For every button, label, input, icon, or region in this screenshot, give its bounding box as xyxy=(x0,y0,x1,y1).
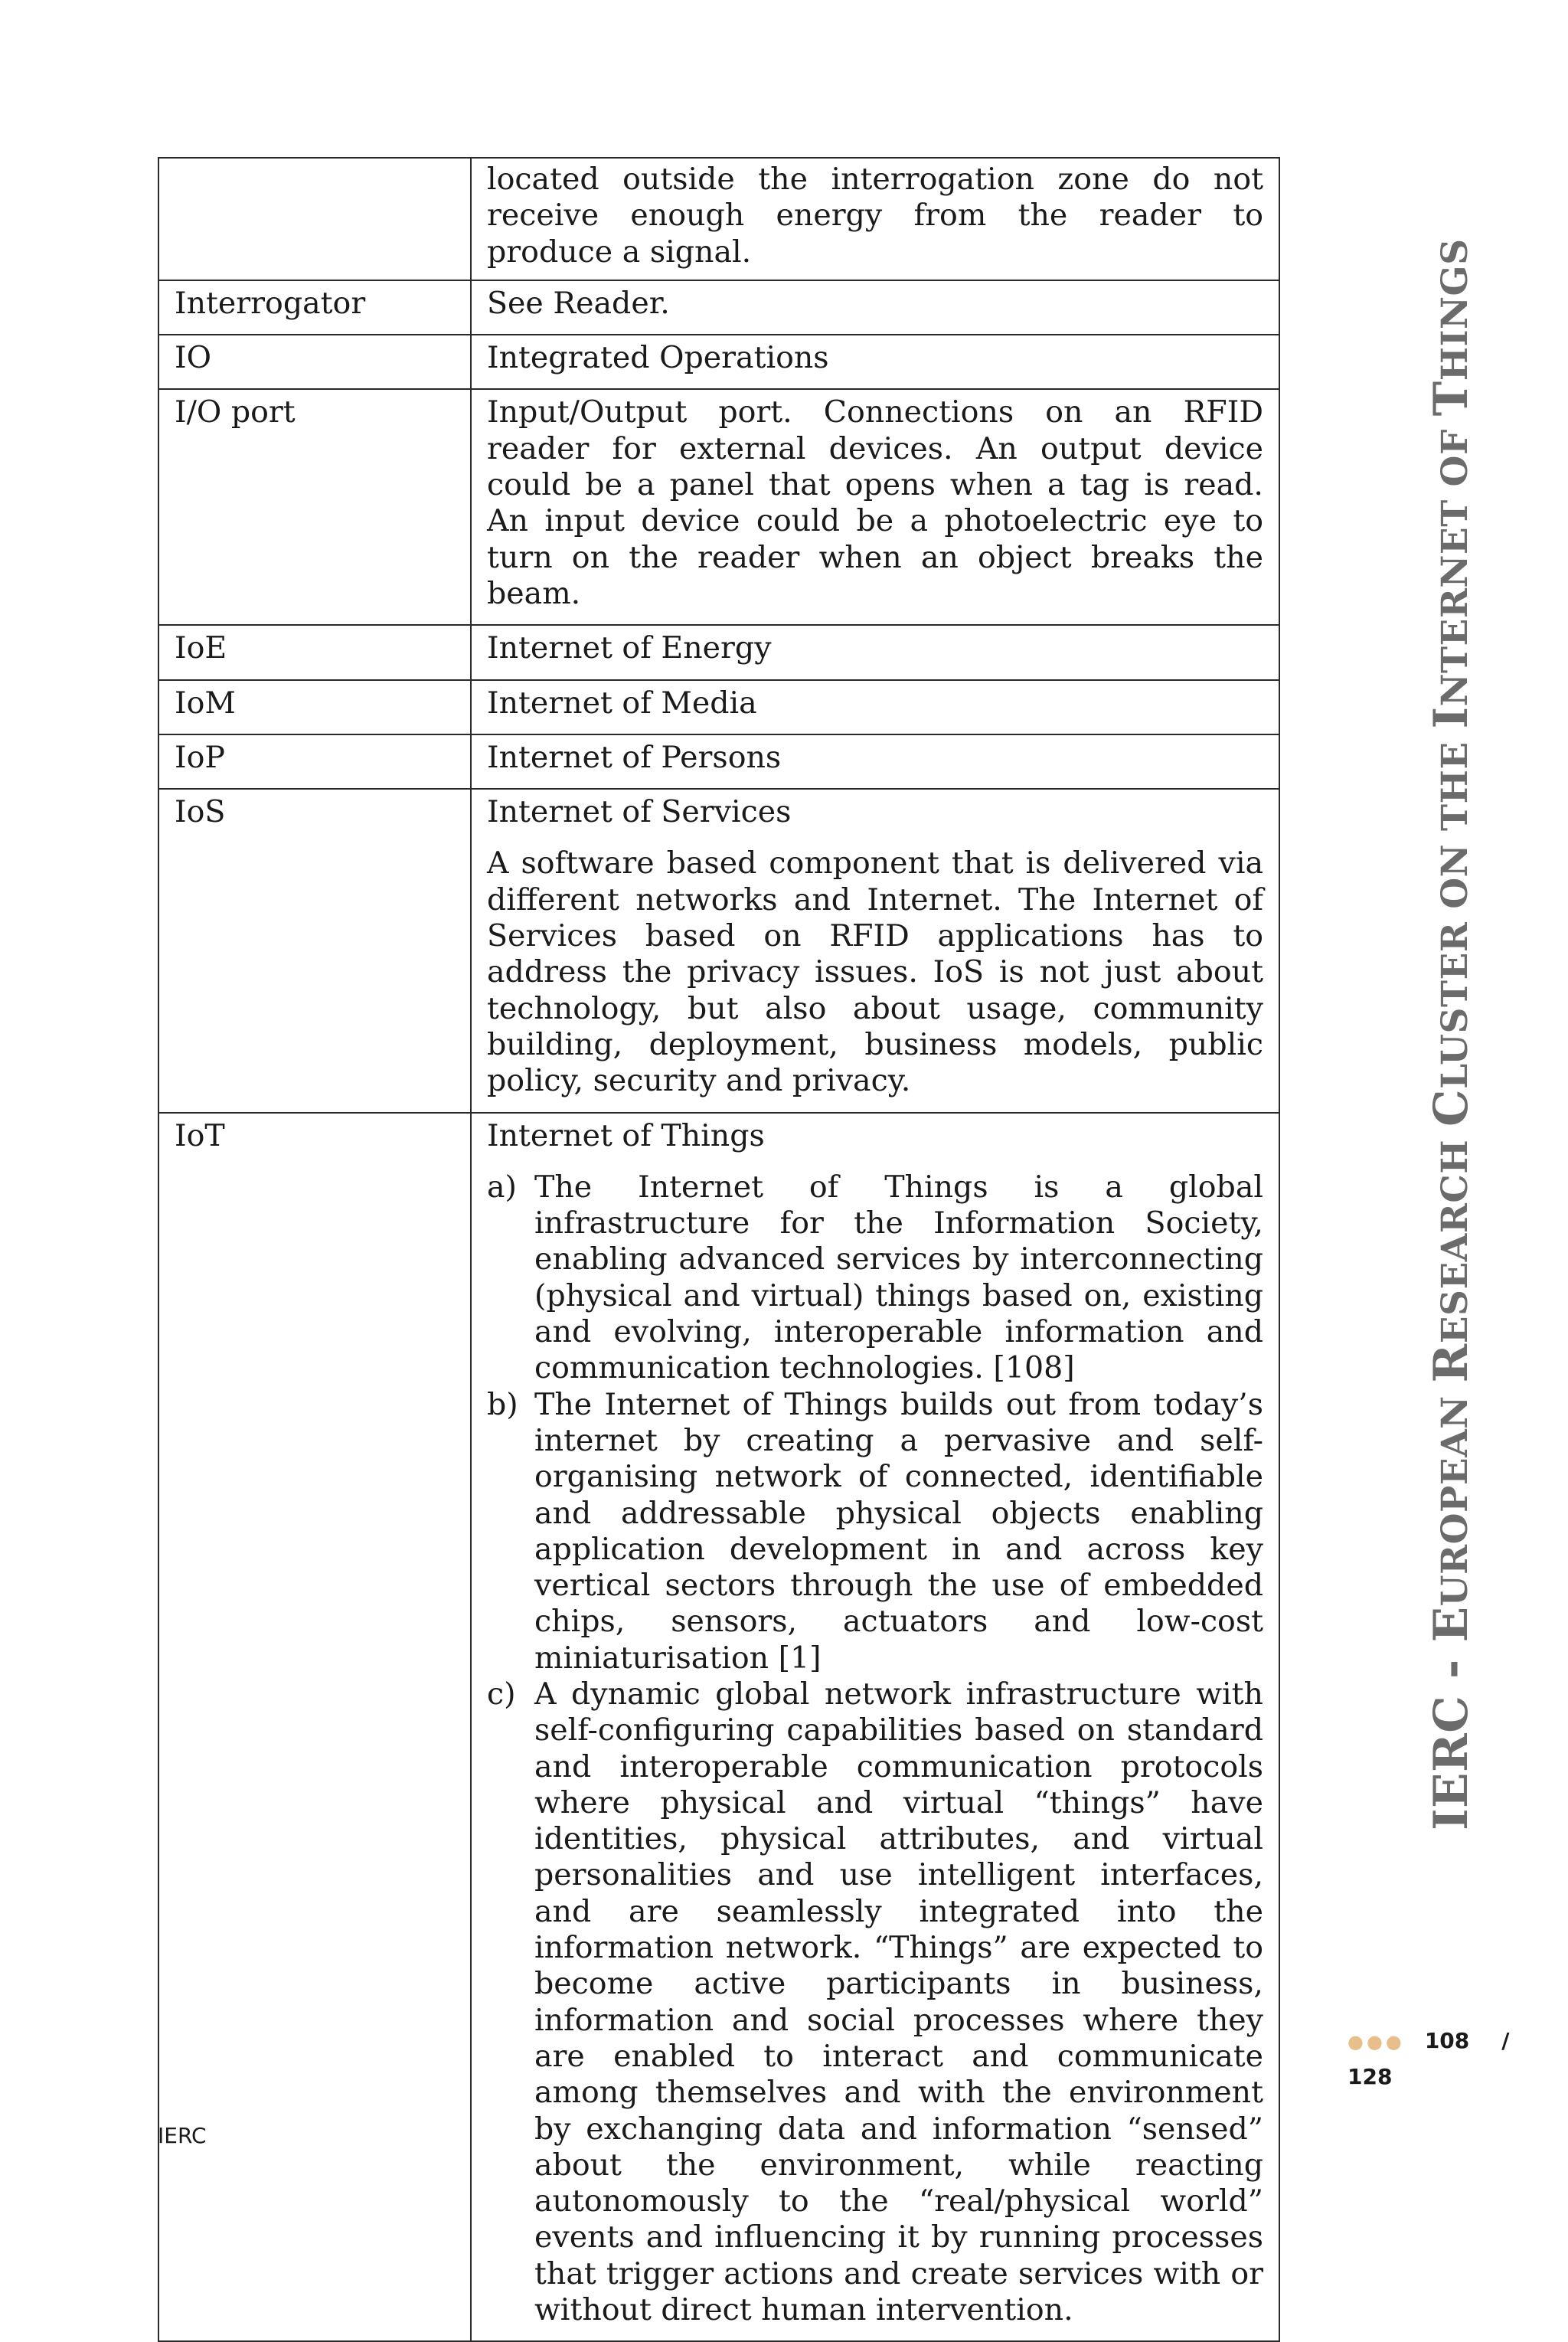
table-row xyxy=(158,389,1279,625)
definition-cell xyxy=(471,789,1279,1112)
term-cell: IoE xyxy=(158,625,471,679)
definition-cell: Input/Output port. Connections on an RFID reader for external devices. An output device could be a panel that opens when a tag is read. An input device could be a photoelectric eye to turn on the reader when an object breaks the beam. xyxy=(471,389,1279,625)
list-marker: b) xyxy=(487,1386,518,1422)
term-cell: IoS xyxy=(158,789,471,1112)
title-part: IERC - E xyxy=(1424,1606,1478,1830)
page-number xyxy=(1348,2023,1510,2095)
term-cell: IoP xyxy=(158,734,471,789)
title-part: NTERNET OF xyxy=(1434,416,1476,707)
total-pages: 128 xyxy=(1348,2064,1393,2089)
definition-cell: Integrated Operations xyxy=(471,335,1279,389)
side-running-title xyxy=(1424,238,1478,1830)
definition-heading: Internet of Things xyxy=(487,1117,765,1153)
definition-heading: Internet of Services xyxy=(487,794,792,830)
title-part: HINGS xyxy=(1434,238,1476,381)
definition-list xyxy=(487,1169,1263,2329)
definition-cell: Internet of Media xyxy=(471,680,1279,734)
title-part: LUSTER ON THE xyxy=(1434,728,1476,1089)
term-cell: IO xyxy=(158,335,471,389)
table-row xyxy=(158,625,1279,679)
title-part: T xyxy=(1424,381,1478,417)
table-row xyxy=(158,734,1279,789)
table-row xyxy=(158,789,1279,1112)
current-page: 108 xyxy=(1424,2028,1470,2053)
table-row xyxy=(158,1113,1279,2342)
dots-icon: ●●● xyxy=(1348,2031,1405,2053)
footer-label: IERC xyxy=(158,2123,207,2148)
definition-cell xyxy=(471,1113,1279,2342)
term-cell: I/O port xyxy=(158,389,471,625)
list-marker: a) xyxy=(487,1169,517,1205)
definition-paragraph: A software based component that is delivered via different networks and Internet. The Internet of Services based on RFID applications has to address the privacy issues. IoS is not just about technology, but also about usage, community building, deployment, business models, public policy, security and privacy. xyxy=(487,846,1263,1099)
page-separator: / xyxy=(1501,2028,1510,2053)
list-item-text: The Internet of Things is a global infrastructure for the Information Society, enabling advanced services by interconnecting (physical and virtual) things based on, existing and evolving, interoperable information and communication technologies. [108] xyxy=(534,1169,1263,1386)
table-row xyxy=(158,335,1279,389)
term-cell: IoT xyxy=(158,1113,471,2342)
term-cell: Interrogator xyxy=(158,280,471,335)
list-item-text: A dynamic global network infrastructure with self-configuring capabilities based on standard and interoperable communication protocols where physical and virtual “things” have identities, physical attributes, and virtual personalities and use intelligent interfaces, and are seamlessly integrated into the information network. “Things” are expected to become active participants in business, information and social processes where they are enabled to interact and communicate among themselves and with the environment by exchanging data and information “sensed” about the environment, while reacting autonomously to the “real/physical world” events and influencing it by running processes that trigger actions and create services with or without direct human intervention. xyxy=(534,1676,1263,2328)
definition-cell: Internet of Persons xyxy=(471,734,1279,789)
term-cell: IoM xyxy=(158,680,471,734)
title-part: C xyxy=(1424,1088,1478,1127)
title-part: UROPEAN xyxy=(1434,1382,1476,1607)
definition-cell: See Reader. xyxy=(471,280,1279,335)
definition-cell: Internet of Energy xyxy=(471,625,1279,679)
title-part: I xyxy=(1424,706,1478,729)
title-part: R xyxy=(1424,1343,1478,1383)
definition-cell: located outside the interrogation zone do not receive enough energy from the reader to produce a signal. xyxy=(471,158,1279,280)
title-part: ESEARCH xyxy=(1434,1126,1476,1344)
table-row xyxy=(158,158,1279,280)
list-item xyxy=(487,1169,1263,1387)
list-item xyxy=(487,1676,1263,2328)
table-row xyxy=(158,280,1279,335)
glossary-table xyxy=(158,157,1280,2342)
term-cell xyxy=(158,158,471,280)
table-row xyxy=(158,680,1279,734)
list-marker: c) xyxy=(487,1676,516,1712)
list-item xyxy=(487,1387,1263,1676)
list-item-text: The Internet of Things builds out from today’s internet by creating a pervasive and self-organising network of connected, identifiable and addressable physical objects enabling application development in and across key vertical sectors through the use of embedded chips, sensors, actuators and low-cost miniaturisation [1] xyxy=(534,1386,1263,1676)
